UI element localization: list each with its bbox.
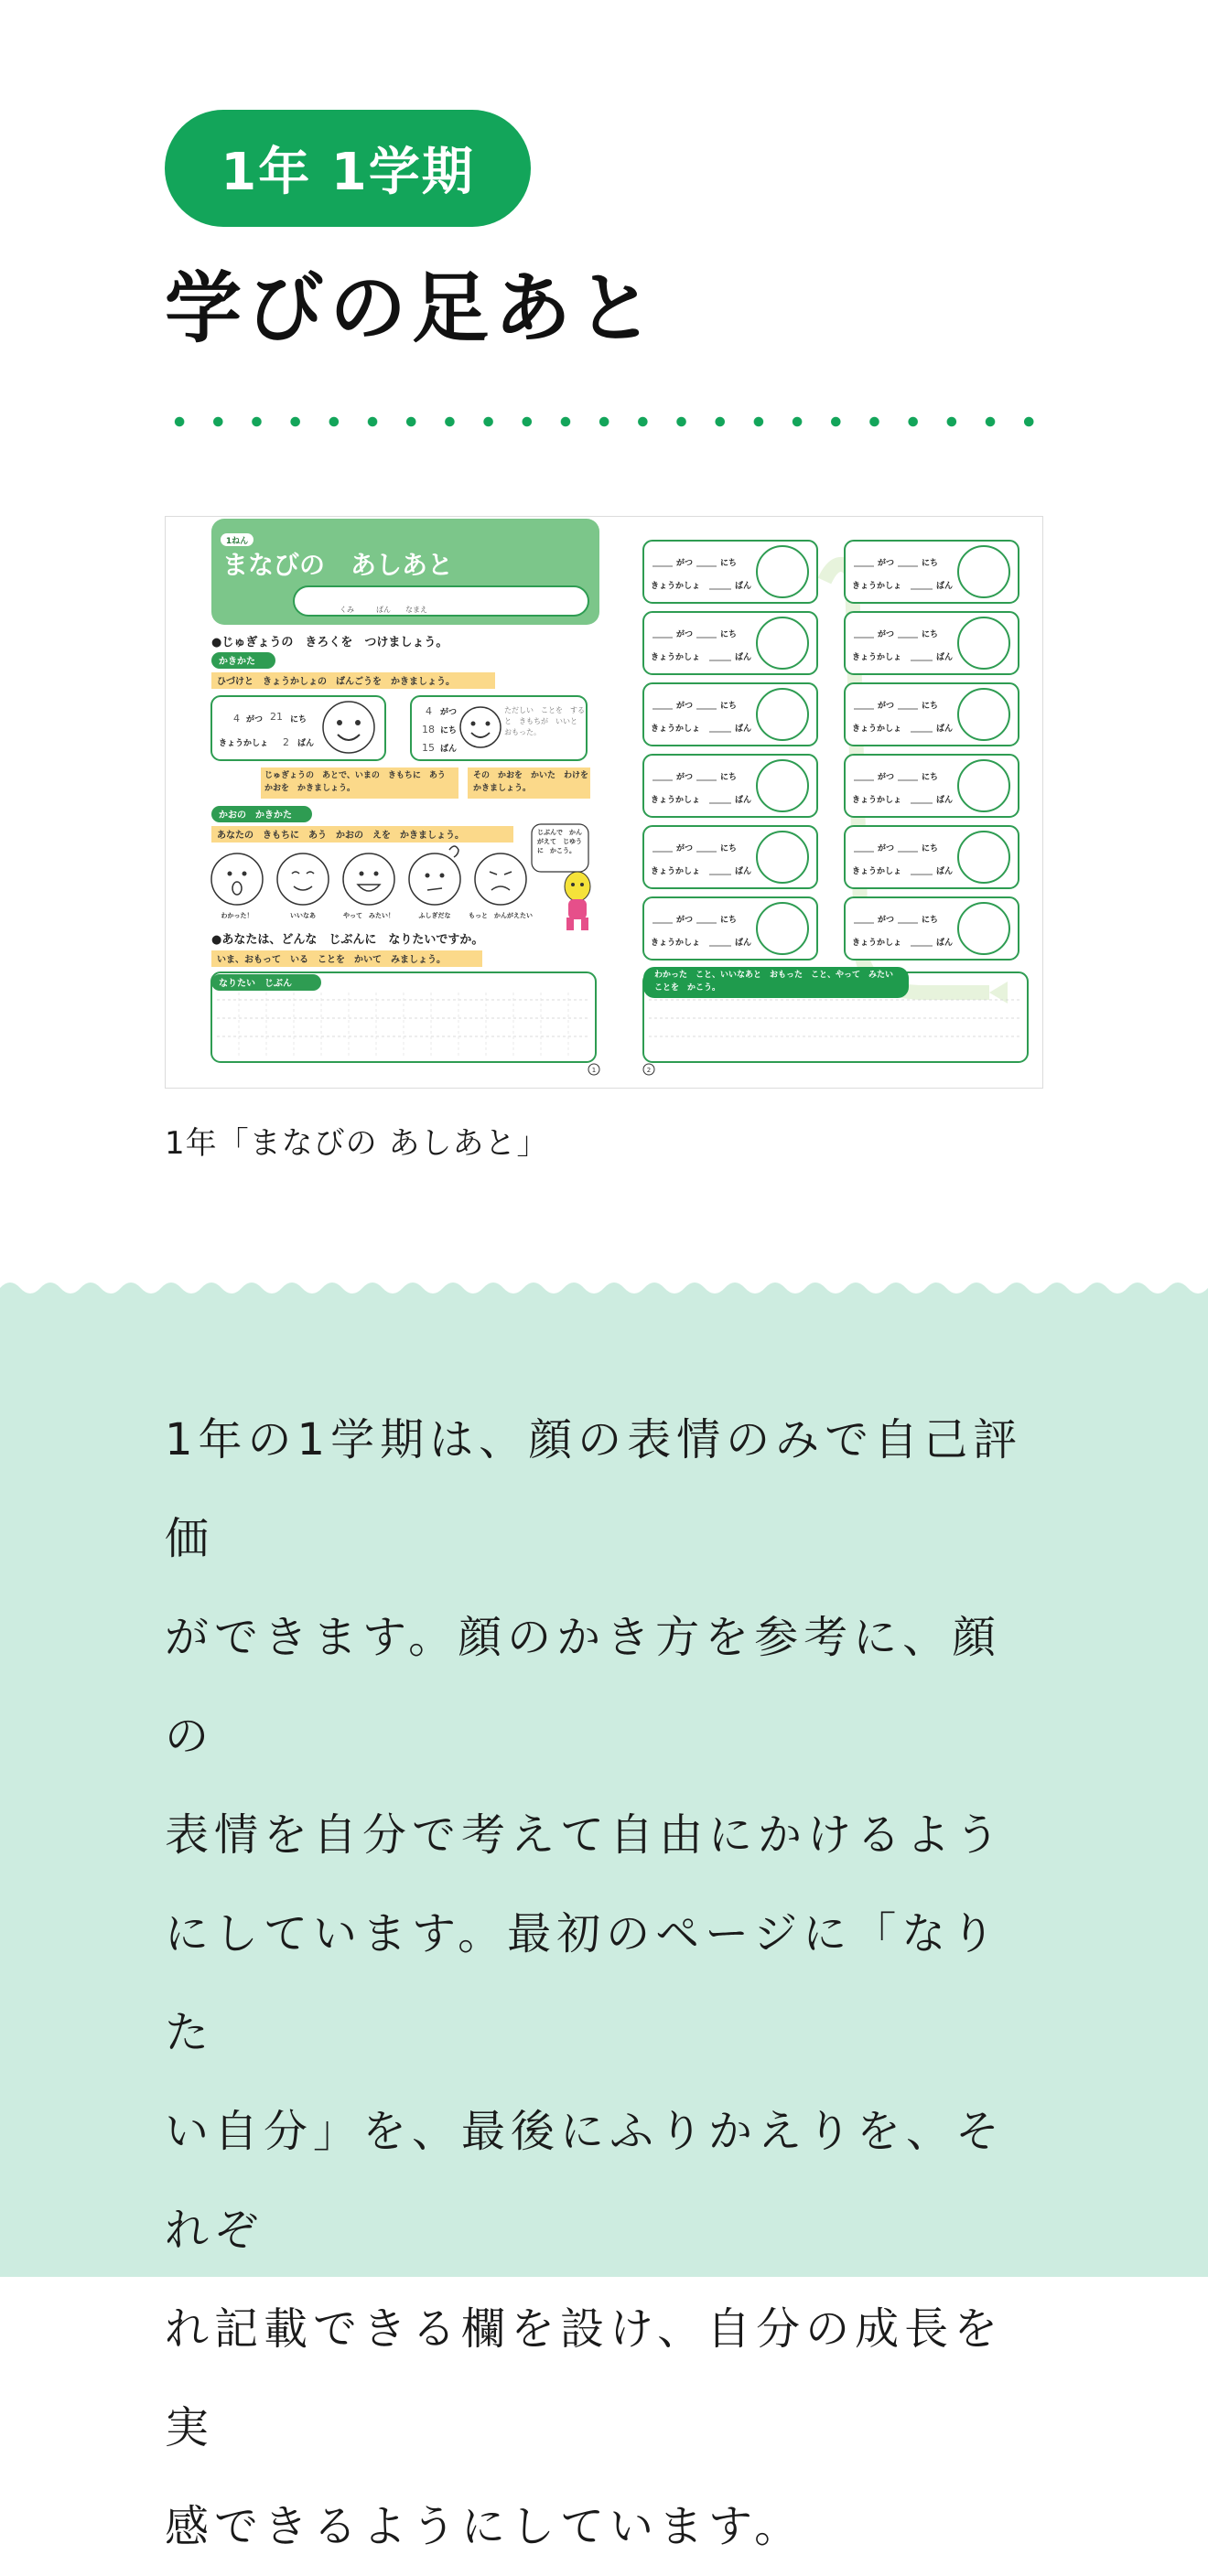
svg-text:がつ: がつ <box>246 715 264 724</box>
log-card-label: ばん <box>936 796 954 805</box>
log-card-label: にち <box>720 916 738 925</box>
log-card-label: きょうかしょ <box>852 724 902 734</box>
face-label-5: もっと かんがえたい <box>469 912 533 919</box>
page-number-right: 2 <box>646 1067 652 1074</box>
note-write-now: いま、おもって いる ことを かいて みましょう。 <box>217 955 446 965</box>
page-title: 学びの足あと <box>165 263 660 353</box>
face-circle <box>958 546 1009 597</box>
log-card <box>845 826 1019 888</box>
note-face: あなたの きもちに あう かおの えを かきましょう。 <box>217 831 464 841</box>
note-reason: その かおを かいた わけを かきましょう。 <box>473 771 598 793</box>
log-card-label: きょうかしょ <box>651 939 701 948</box>
image-caption: 1年「まなびの あしあと」 <box>165 1125 549 1162</box>
log-card-label: がつ <box>676 773 694 782</box>
svg-text:がつ: がつ <box>440 708 458 717</box>
dotted-divider <box>160 416 1048 427</box>
log-card-label: きょうかしょ <box>651 653 701 662</box>
log-card-label: きょうかしょ <box>852 796 902 805</box>
grade-tag: 1ねん <box>225 537 249 546</box>
description-line: 1年の1学期は、顔の表情のみで自己評価 <box>165 1414 1023 1564</box>
log-card-label: がつ <box>878 702 895 711</box>
description-text <box>165 1390 1043 2576</box>
tag-face: かおの かきかた <box>219 810 292 821</box>
svg-text:21: 21 <box>270 711 283 723</box>
log-card-label: がつ <box>878 559 895 568</box>
log-card-label: にち <box>720 559 738 568</box>
log-card-label: きょうかしょ <box>651 724 701 734</box>
log-card-label: にち <box>922 844 939 853</box>
svg-text:4: 4 <box>426 705 432 717</box>
log-card-label: にち <box>922 559 939 568</box>
face-circle <box>757 689 808 740</box>
face-circle <box>958 832 1009 883</box>
svg-text:にち: にち <box>290 715 307 724</box>
name-label-number: ばん <box>376 606 391 614</box>
face-label-3: やって みたい！ <box>343 912 394 919</box>
log-card <box>643 897 817 960</box>
log-card-label: にち <box>922 702 939 711</box>
svg-text:4: 4 <box>233 713 240 724</box>
log-card-label: がつ <box>878 916 895 925</box>
term-badge: 1年 1学期 <box>165 110 531 227</box>
log-card-label: ばん <box>936 653 954 662</box>
log-card-label: きょうかしょ <box>651 796 701 805</box>
log-card-label: がつ <box>676 630 694 639</box>
face-circle <box>757 832 808 883</box>
description-line: れ記載できる欄を設け、自分の成長を実 <box>165 2303 1004 2453</box>
log-card-label: きょうかしょ <box>852 653 902 662</box>
log-card-label: がつ <box>676 559 694 568</box>
log-card <box>643 755 817 817</box>
worksheet-spread <box>166 517 1044 1089</box>
log-card-label: にち <box>720 844 738 853</box>
svg-text:ばん: ばん <box>297 739 315 748</box>
mascot-icon <box>565 872 590 930</box>
name-label-class: くみ <box>340 606 354 614</box>
log-card-label: ばん <box>735 867 752 876</box>
face-circle <box>757 617 808 669</box>
log-card-label: がつ <box>878 773 895 782</box>
instruction-2: ●あなたは、どんな じぶんに なりたいですか。 <box>211 933 484 947</box>
log-cards-right <box>845 541 1019 960</box>
log-card-label: にち <box>720 702 738 711</box>
log-card-label: にち <box>922 630 939 639</box>
face-circle <box>958 617 1009 669</box>
face-label-2: いいなあ <box>290 912 316 919</box>
instruction-1: ●じゅぎょうの きろくを つけましょう。 <box>211 636 448 649</box>
log-card <box>845 683 1019 746</box>
log-card-label: きょうかしょ <box>852 867 902 876</box>
face-circle <box>757 903 808 954</box>
log-card-label: にち <box>922 773 939 782</box>
log-card <box>643 541 817 603</box>
log-card <box>845 612 1019 674</box>
log-card-label: にち <box>922 916 939 925</box>
description-line: にしています。最初のページに「なりた <box>165 1908 1001 2058</box>
log-card-label: がつ <box>676 916 694 925</box>
log-card-label: がつ <box>676 702 694 711</box>
log-card-label: きょうかしょ <box>852 939 902 948</box>
log-card-label: がつ <box>878 630 895 639</box>
log-card <box>845 541 1019 603</box>
log-card-label: きょうかしょ <box>651 582 701 591</box>
log-card-label: ばん <box>735 796 752 805</box>
log-card-label: きょうかしょ <box>852 582 902 591</box>
log-card-label: ばん <box>735 582 752 591</box>
face-label-4: ふしぎだな <box>418 912 451 919</box>
description-line: 表情を自分で考えて自由にかけるよう <box>165 1809 1006 1861</box>
log-card-label: がつ <box>878 844 895 853</box>
log-card <box>643 612 817 674</box>
face-circle <box>757 760 808 811</box>
worksheet-image <box>165 516 1043 1089</box>
log-card-label: ばん <box>735 724 752 734</box>
description-line: ができます。顔のかき方を参考に、顔の <box>165 1612 1002 1762</box>
tag-how-to-write: かきかた <box>219 657 255 667</box>
svg-text:きょうかしょ: きょうかしょ <box>219 739 269 748</box>
log-card <box>643 826 817 888</box>
bubble-text: じぶんで かんがえて じゆうに かこう。 <box>537 829 582 854</box>
log-card-label: ばん <box>936 582 954 591</box>
note-date-page: ひづけと きょうかしょの ばんごうを かきましょう。 <box>217 677 455 687</box>
log-card-label: にち <box>720 773 738 782</box>
note-face-after: じゅぎょうの あとで、いまの きもちに あう かおを かきましょう。 <box>264 771 454 793</box>
reflect-tag: わかった こと、いいなあと おもった こと、やって みたい ことを かこう。 <box>654 971 902 993</box>
face-circle <box>757 546 808 597</box>
log-card <box>643 683 817 746</box>
face-circle <box>958 903 1009 954</box>
sample2-note: ただしい ことを すると きもちが いいと おもった。 <box>504 706 585 736</box>
top-section <box>0 0 1208 1281</box>
log-card-label: がつ <box>676 844 694 853</box>
log-card <box>845 755 1019 817</box>
log-card-label: ばん <box>735 653 752 662</box>
face-examples <box>211 846 526 905</box>
svg-text:2: 2 <box>283 736 289 748</box>
face-label-1: わかった！ <box>221 912 253 919</box>
name-label-name: なまえ <box>405 606 427 614</box>
log-card-label: ばん <box>936 724 954 734</box>
log-card-label: ばん <box>735 939 752 948</box>
log-cards-left <box>643 541 817 960</box>
log-card-label: ばん <box>936 939 954 948</box>
log-card-label: にち <box>720 630 738 639</box>
worksheet-heading: まなびの あしあと <box>222 550 454 580</box>
log-card-label: ばん <box>936 867 954 876</box>
description-line: 感できるようにしています。 <box>165 2501 804 2552</box>
description-line: い自分」を、最後にふりかえりを、それぞ <box>165 2106 1006 2256</box>
log-card <box>845 897 1019 960</box>
face-circle <box>958 689 1009 740</box>
svg-text:18: 18 <box>422 724 435 735</box>
face-circle <box>958 760 1009 811</box>
tag-ideal-self: なりたい じぶん <box>219 979 292 989</box>
svg-text:15: 15 <box>422 742 435 754</box>
page-number-left: 1 <box>591 1067 597 1074</box>
svg-text:ばん: ばん <box>440 745 458 754</box>
log-card-label: きょうかしょ <box>651 867 701 876</box>
svg-text:にち: にち <box>440 726 458 735</box>
